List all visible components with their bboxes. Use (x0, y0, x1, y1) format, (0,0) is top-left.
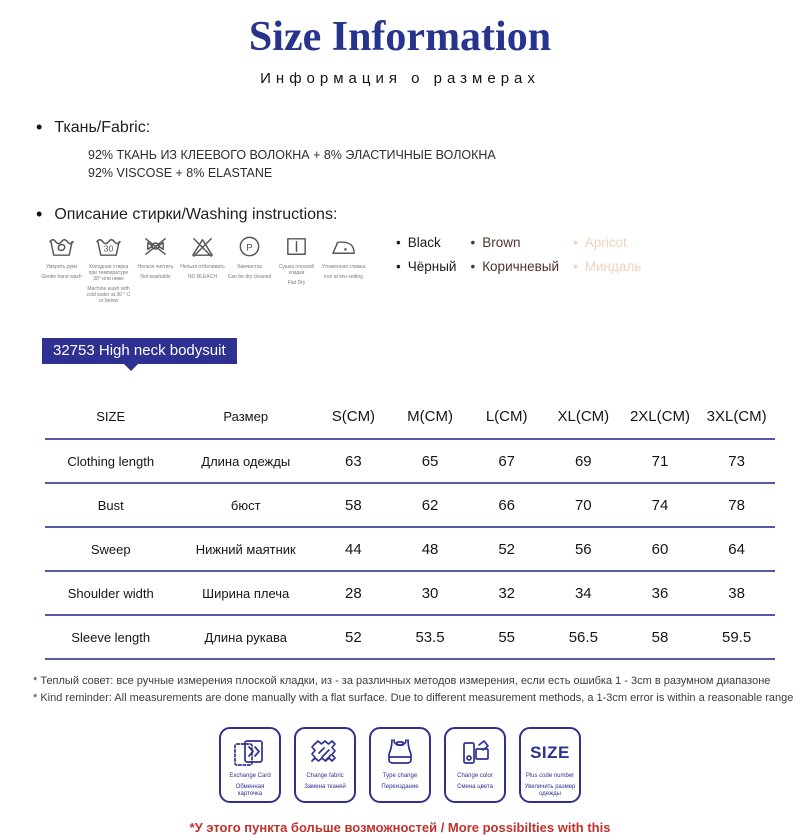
row-label-en: Shoulder width (45, 571, 176, 615)
table-row (45, 439, 775, 483)
cell-value: 58 (622, 615, 699, 659)
card-caption-en: Type change (382, 773, 418, 779)
row-label-en: Bust (45, 483, 176, 527)
card-caption-ru: Замена тканей (304, 783, 346, 790)
cell-value: 63 (315, 439, 392, 483)
size-plus-icon: SIZE (530, 743, 570, 762)
col-header-s: S(CM) (315, 394, 392, 439)
cell-value: 32 (468, 571, 545, 615)
page-header (0, 0, 800, 87)
col-header-l: L(CM) (468, 394, 545, 439)
card-caption-en: Change color (457, 773, 493, 779)
col-header-xl: XL(CM) (545, 394, 622, 439)
cell-value: 36 (622, 571, 699, 615)
care-symbol (179, 233, 226, 304)
col-header-size: SIZE (45, 394, 176, 439)
cell-value: 30 (392, 571, 469, 615)
cell-value: 69 (545, 439, 622, 483)
care-caption-en: NO BLEACH (188, 274, 217, 280)
care-symbol (132, 233, 179, 304)
cell-value: 66 (468, 483, 545, 527)
care-symbol (85, 233, 132, 304)
type-change-icon (380, 736, 420, 770)
fabric-heading: Ткань/Fabric: (54, 118, 151, 136)
cell-value: 78 (698, 483, 775, 527)
care-caption-en: Can be dry cleaned (227, 274, 272, 280)
iron-low-icon (330, 233, 357, 260)
flat-dry-icon (283, 233, 310, 260)
care-symbol (273, 233, 320, 304)
change-color-icon (455, 736, 495, 770)
size-table-header-row (45, 394, 775, 439)
card-caption-en: Change fabric (306, 773, 344, 779)
table-row (45, 527, 775, 571)
cell-value: 70 (545, 483, 622, 527)
card-caption-ru: Обменная карточка (235, 783, 265, 797)
bullet-icon: • (36, 117, 43, 137)
exchange-card-icon (230, 736, 270, 770)
care-caption-ru: Сушка плоской кладки (278, 264, 315, 276)
cell-value: 53.5 (392, 615, 469, 659)
row-label-ru: Нижний маятник (176, 527, 315, 571)
cell-value: 56 (545, 527, 622, 571)
change-fabric-icon (305, 736, 345, 770)
page-subtitle: Информация о размерах (260, 70, 540, 87)
cell-value: 71 (622, 439, 699, 483)
fabric-heading-row (36, 117, 800, 138)
do-not-wring-icon (142, 233, 169, 260)
care-caption-en: Not washable (140, 274, 171, 280)
color-option-apricot-en: • Apricot (573, 235, 641, 250)
note-ru: * Теплый совет: все ручные измерения плоской кладки, из - за различных методов измерения, если есть ошибка 1 - 3cm в разумном диапазоне (33, 675, 771, 687)
care-caption-en: Flat Dry (287, 280, 306, 286)
fabric-section (36, 117, 800, 182)
col-header-3xl: 3XL(CM) (698, 394, 775, 439)
washing-heading-row (36, 204, 800, 225)
table-row (45, 615, 775, 659)
service-card-color (444, 727, 506, 803)
care-caption-ru: Умерять руки (45, 264, 78, 270)
care-caption-ru: Нельзя чистить (137, 264, 174, 270)
cell-value: 52 (315, 615, 392, 659)
cell-value: 48 (392, 527, 469, 571)
color-option-brown-ru: • Коричневый (470, 259, 559, 274)
row-label-en: Clothing length (45, 439, 176, 483)
cell-value: 44 (315, 527, 392, 571)
bullet-icon: • (36, 204, 43, 224)
do-not-bleach-icon (189, 233, 216, 260)
cell-value: 59.5 (698, 615, 775, 659)
svg-text:P: P (246, 242, 253, 254)
service-card-exchange (219, 727, 281, 803)
color-option-black-ru: • Чёрный (396, 259, 456, 274)
color-option-brown-en: • Brown (470, 235, 559, 250)
card-caption-ru: Увеличить размер одежды (524, 783, 576, 797)
service-card-type (369, 727, 431, 803)
care-caption-en: iron at low setting (324, 274, 363, 280)
care-caption-ru: Утюженная глажка (321, 264, 366, 270)
row-label-ru: Ширина плеча (176, 571, 315, 615)
size-table (45, 394, 775, 660)
fabric-composition-ru: 92% ТКАНЬ ИЗ КЛЕЕВОГО ВОЛОКНА + 8% ЭЛАСТИЧНЫЕ ВОЛОКНА (88, 148, 496, 162)
hand-wash-icon (48, 233, 75, 260)
color-option-black-en: • Black (396, 235, 456, 250)
cell-value: 67 (468, 439, 545, 483)
row-label-en: Sweep (45, 527, 176, 571)
care-symbols-row (38, 233, 368, 304)
care-caption-en: Machine wash with cold water at 30 ° C or below (86, 286, 131, 304)
row-label-ru: Длина рукава (176, 615, 315, 659)
care-symbol (38, 233, 85, 304)
col-header-m: M(CM) (392, 394, 469, 439)
card-caption-ru: Переиздание (381, 783, 419, 790)
cell-value: 60 (622, 527, 699, 571)
note-en: * Kind reminder: All measurements are done manually with a flat surface. Due to different measurement methods, a 1-3cm error is within a reasonable range (33, 692, 794, 704)
color-options (396, 235, 641, 274)
page-title: Size Information (248, 14, 552, 60)
card-caption-ru: Смена цвета (457, 783, 493, 790)
col-header-razmer: Размер (176, 394, 315, 439)
cell-value: 52 (468, 527, 545, 571)
card-caption-en: Plus code number (525, 773, 575, 779)
wash-30-icon (95, 233, 122, 260)
cell-value: 56.5 (545, 615, 622, 659)
cell-value: 34 (545, 571, 622, 615)
cell-value: 38 (698, 571, 775, 615)
cell-value: 58 (315, 483, 392, 527)
care-caption-ru: Холодная стирка при температуре 30° или ниже (88, 264, 129, 282)
table-row (45, 571, 775, 615)
care-caption-ru: Нельзя отбеливать (180, 264, 225, 270)
service-card-size (519, 727, 581, 803)
service-cards (0, 727, 800, 803)
table-row (45, 483, 775, 527)
cell-value: 28 (315, 571, 392, 615)
washing-body (38, 233, 800, 304)
cell-value: 74 (622, 483, 699, 527)
care-symbol (226, 233, 273, 304)
footer-note: *У этого пункта больше возможностей / More possibilties with this (189, 820, 611, 835)
cell-value: 73 (698, 439, 775, 483)
fabric-composition-en: 92% VISCOSE + 8% ELASTANE (88, 166, 273, 180)
cell-value: 62 (392, 483, 469, 527)
care-caption-ru: Химчистка (237, 264, 262, 270)
col-header-2xl: 2XL(CM) (622, 394, 699, 439)
card-caption-en: Exchange Card (229, 773, 271, 779)
product-badge: 32753 High neck bodysuit (42, 338, 237, 364)
service-card-fabric (294, 727, 356, 803)
reminder-notes (33, 673, 800, 707)
row-label-ru: Длина одежды (176, 439, 315, 483)
dry-clean-icon (236, 233, 263, 260)
svg-text:30: 30 (103, 243, 114, 254)
washing-heading: Описание стирки/Washing instructions: (54, 205, 338, 223)
row-label-ru: бюст (176, 483, 315, 527)
cell-value: 64 (698, 527, 775, 571)
cell-value: 55 (468, 615, 545, 659)
color-option-apricot-ru: • Миндаль (573, 259, 641, 274)
care-symbol (320, 233, 367, 304)
care-caption-en: Gentle hand wash (41, 274, 82, 280)
washing-section (36, 204, 800, 225)
cell-value: 65 (392, 439, 469, 483)
row-label-en: Sleeve length (45, 615, 176, 659)
